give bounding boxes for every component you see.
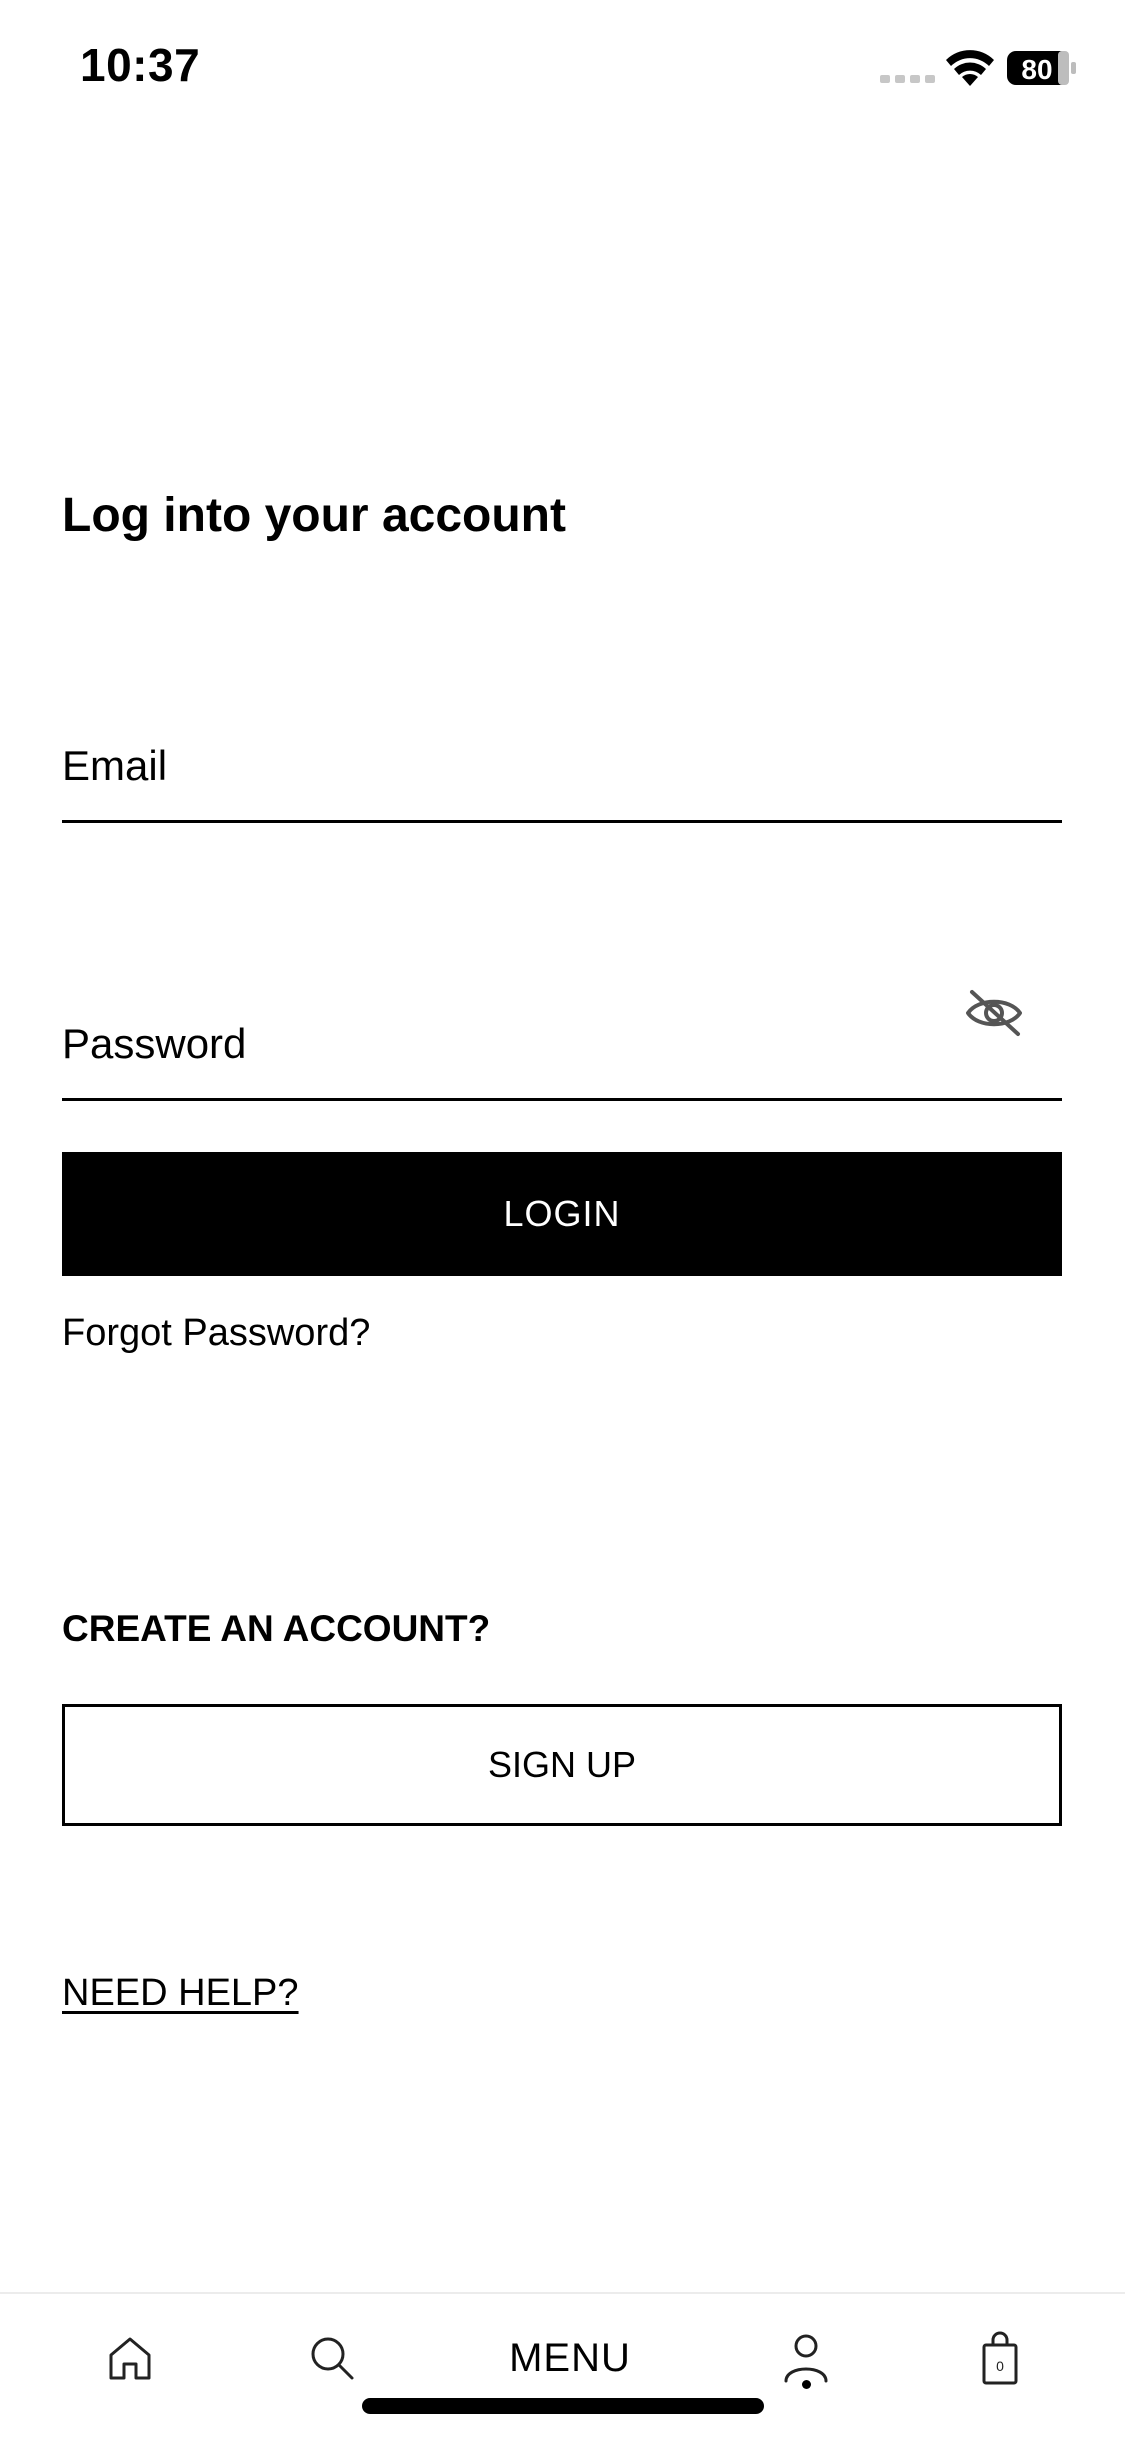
email-field-label: Email [62, 742, 168, 789]
active-tab-indicator [802, 2380, 811, 2389]
tab-bag[interactable] [970, 2328, 1030, 2388]
bottom-tab-bar [0, 2292, 1125, 2438]
page-title: Log into your account [62, 489, 566, 542]
bag-count: 0 [996, 2358, 1004, 2374]
tab-account[interactable] [776, 2328, 836, 2388]
login-button[interactable]: LOGIN [62, 1152, 1062, 1276]
create-account-heading: CREATE AN ACCOUNT? [62, 1608, 491, 1649]
need-help-link[interactable]: NEED HELP? [62, 1972, 299, 2014]
tab-menu[interactable]: MENU [509, 2335, 631, 2380]
battery-icon [1006, 48, 1078, 88]
shopping-bag-icon [978, 2331, 1022, 2385]
account-icon [781, 2331, 831, 2385]
sign-up-button[interactable]: SIGN UP [62, 1704, 1062, 1826]
search-icon [307, 2333, 357, 2383]
home-indicator [362, 2398, 764, 2414]
password-field-label: Password [62, 1020, 247, 1067]
forgot-password-link[interactable]: Forgot Password? [62, 1312, 371, 1354]
battery-level: 80 [1021, 54, 1053, 85]
eye-slash-icon[interactable] [962, 986, 1026, 1040]
wifi-icon [944, 48, 996, 88]
cellular-signal-icon [880, 72, 936, 86]
status-time: 10:37 [80, 39, 201, 91]
tab-home[interactable] [100, 2328, 160, 2388]
email-field[interactable] [62, 720, 1062, 823]
tab-search[interactable] [302, 2328, 362, 2388]
password-field[interactable] [62, 998, 1062, 1101]
status-bar [0, 0, 1125, 140]
home-icon [105, 2333, 155, 2383]
